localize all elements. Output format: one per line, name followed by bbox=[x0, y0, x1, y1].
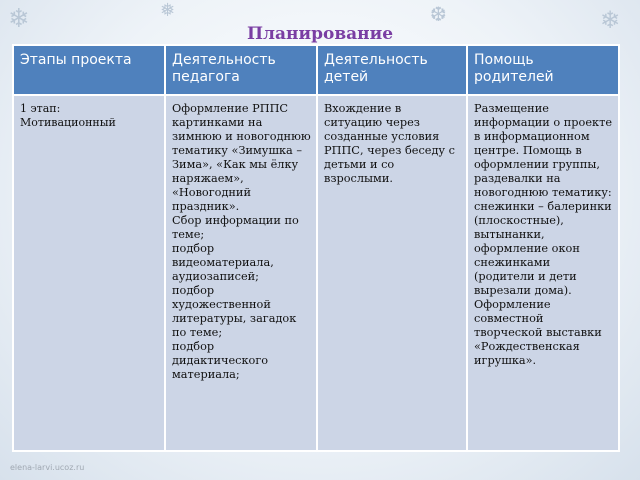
header-parents-help: Помощь родителей bbox=[467, 45, 619, 95]
slide-title: Планирование bbox=[246, 24, 394, 44]
cell-children bbox=[317, 95, 467, 451]
watermark: elena-larvi.ucoz.ru bbox=[10, 463, 85, 472]
cell-teacher bbox=[165, 95, 317, 451]
cell-parents-text: Размещение информации о проекте в информационном центре. Помощь в оформлении группы, раздевалки на новогоднюю тематику: снежинки – балеринки (плоскостные), вытынанки, оформление окон снежинками (родители и дети вырезали дома). Оформление совместной творческой выставки «Рождественская игрушка». bbox=[474, 102, 613, 367]
cell-teacher-text: Оформление РППС картинками на зимнюю и новогоднюю тематику «Зимушка – Зима», «Как мы ёлку наряжаем», «Новогодний праздник». Сбор информации по теме; подбор видеоматериала, аудиозаписей; подбор художественной литературы, загадок по теме; подбор дидактического материала; bbox=[172, 102, 311, 381]
cell-parents bbox=[467, 95, 619, 451]
cell-stage-text: 1 этап: Мотивационный bbox=[20, 102, 116, 129]
snowflake-icon: ❄ bbox=[600, 6, 621, 34]
planning-table bbox=[12, 44, 620, 452]
table-row bbox=[13, 95, 619, 451]
cell-children-text: Вхождение в ситуацию через созданные условия РППС, через беседу с детьми и со взрослыми. bbox=[324, 102, 455, 185]
snowflake-icon: ❅ bbox=[160, 0, 176, 21]
header-stages: Этапы проекта bbox=[13, 45, 165, 95]
cell-stage bbox=[13, 95, 165, 451]
snowflake-icon: ❄ bbox=[8, 4, 30, 34]
header-teacher-activity: Деятельность педагога bbox=[165, 45, 317, 95]
table-header-row bbox=[13, 45, 619, 95]
snowflake-icon: ❆ bbox=[430, 2, 447, 26]
header-children-activity: Деятельность детей bbox=[317, 45, 467, 95]
